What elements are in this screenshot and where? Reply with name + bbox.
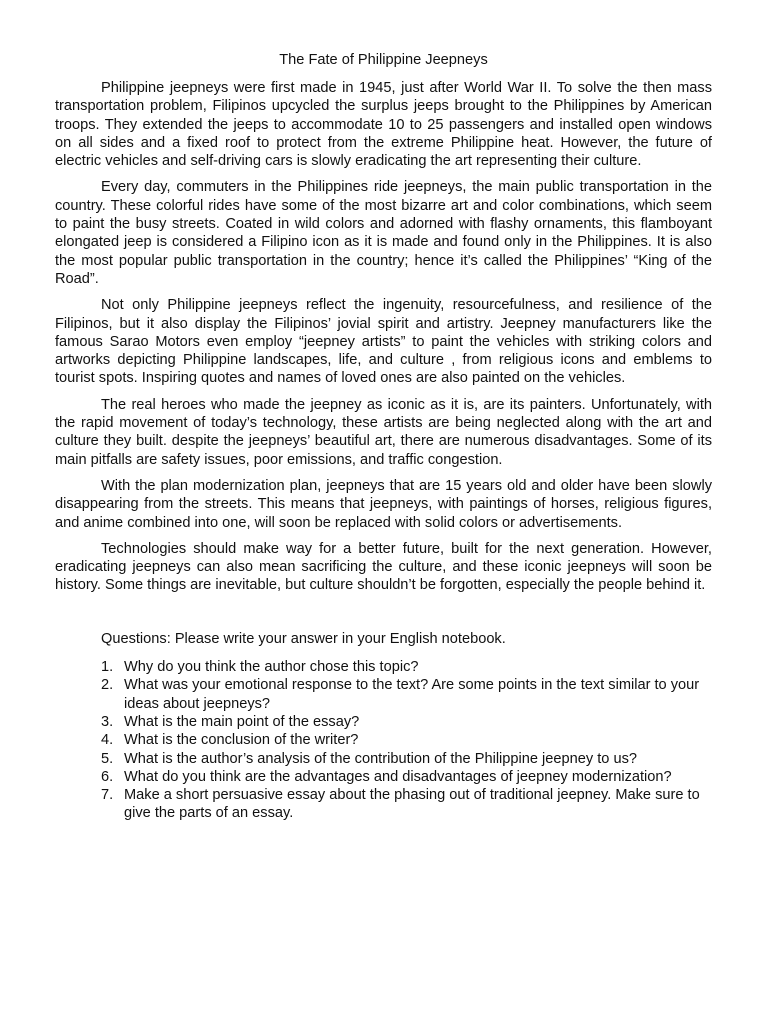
question-number: 4.: [101, 732, 114, 749]
question-text: What is the conclusion of the writer?: [124, 732, 359, 749]
question-item: [101, 786, 712, 823]
question-item: [101, 676, 712, 713]
question-item: [101, 658, 712, 676]
question-item: [101, 731, 712, 749]
paragraph-5: With the plan modernization plan, jeepneys that are 15 years old and older have been slowly disappearing from the streets. This means that jeepneys, with paintings of horses, religious figures, and anime combined into one, will soon be replaced with solid colors or advertisements.: [55, 477, 712, 531]
questions-section: [55, 630, 712, 823]
question-item: [101, 713, 712, 731]
question-text: What was your emotional response to the text? Are some points in the text similar to your ideas about jeepneys?: [124, 677, 700, 712]
question-number: 5.: [101, 750, 114, 767]
question-text: What is the main point of the essay?: [124, 713, 360, 730]
question-item: [101, 768, 712, 786]
essay-body: [55, 79, 712, 595]
question-number: 6.: [101, 768, 114, 785]
question-text: Why do you think the author chose this topic?: [124, 659, 419, 676]
questions-heading: Questions: Please write your answer in your English notebook.: [101, 630, 506, 647]
question-text: What is the author’s analysis of the contribution of the Philippine jeepney to us?: [124, 750, 637, 767]
paragraph-4: The real heroes who made the jeepney as iconic as it is, are its painters. Unfortunately, with the rapid movement of today’s technology, these artists are being neglected along with the art and culture they built. despite the jeepneys’ beautiful art, there are numerous disadvantages. Some of its main pitfalls are safety issues, poor emissions, and traffic congestion.: [55, 396, 712, 468]
question-number: 1.: [101, 659, 114, 676]
paragraph-1: Philippine jeepneys were first made in 1945, just after World War II. To solve the then mass transportation problem, Filipinos upcycled the surplus jeeps brought to the Philippines by American troops. They extended the jeeps to accommodate 10 to 25 passengers and installed open windows on all sides and a fixed roof to protect from the extreme Philippine heat. However, the future of electric vehicles and self-driving cars is slowly eradicating the art representing their culture.: [55, 80, 712, 170]
paragraph-2: Every day, commuters in the Philippines ride jeepneys, the main public transportation in the country. These colorful rides have some of the most bizarre art and color combinations, which seem to paint the busy streets. Coated in wild colors and adorned with flashy ornaments, this flamboyant elongated jeep is considered a Filipino icon as it is made and found only in the Philippines. It is also the most popular public transportation in the country; hence it’s called the Philippines’ “King of the Road”.: [55, 179, 712, 287]
question-number: 2.: [101, 677, 114, 694]
question-item: [101, 750, 712, 768]
question-text: Make a short persuasive essay about the phasing out of traditional jeepney. Make sure to give the parts of an essay.: [124, 787, 700, 822]
paragraph-3: Not only Philippine jeepneys reflect the ingenuity, resourcefulness, and resilience of the Filipinos, but it also display the Filipinos’ jovial spirit and artistry. Jeepney manufacturers like the famous Sarao Motors even employ “jeepney artists” to paint the vehicles with striking colors and artworks depicting Philippine landscapes, life, and culture , from religious icons and emblems to tourist spots. Inspiring quotes and names of loved ones are also painted on the vehicles.: [55, 297, 712, 387]
paragraph-6: Technologies should make way for a better future, built for the next generation. However, eradicating jeepneys can also mean sacrificing the culture, and these iconic jeepneys will soon be history. Some things are inevitable, but culture shouldn’t be forgotten, especially the people behind it.: [55, 540, 712, 594]
question-text: What do you think are the advantages and disadvantages of jeepney modernization?: [124, 768, 672, 785]
question-number: 7.: [101, 787, 114, 804]
document-title: The Fate of Philippine Jeepneys: [279, 52, 488, 68]
question-number: 3.: [101, 713, 114, 730]
questions-list: [101, 658, 712, 823]
